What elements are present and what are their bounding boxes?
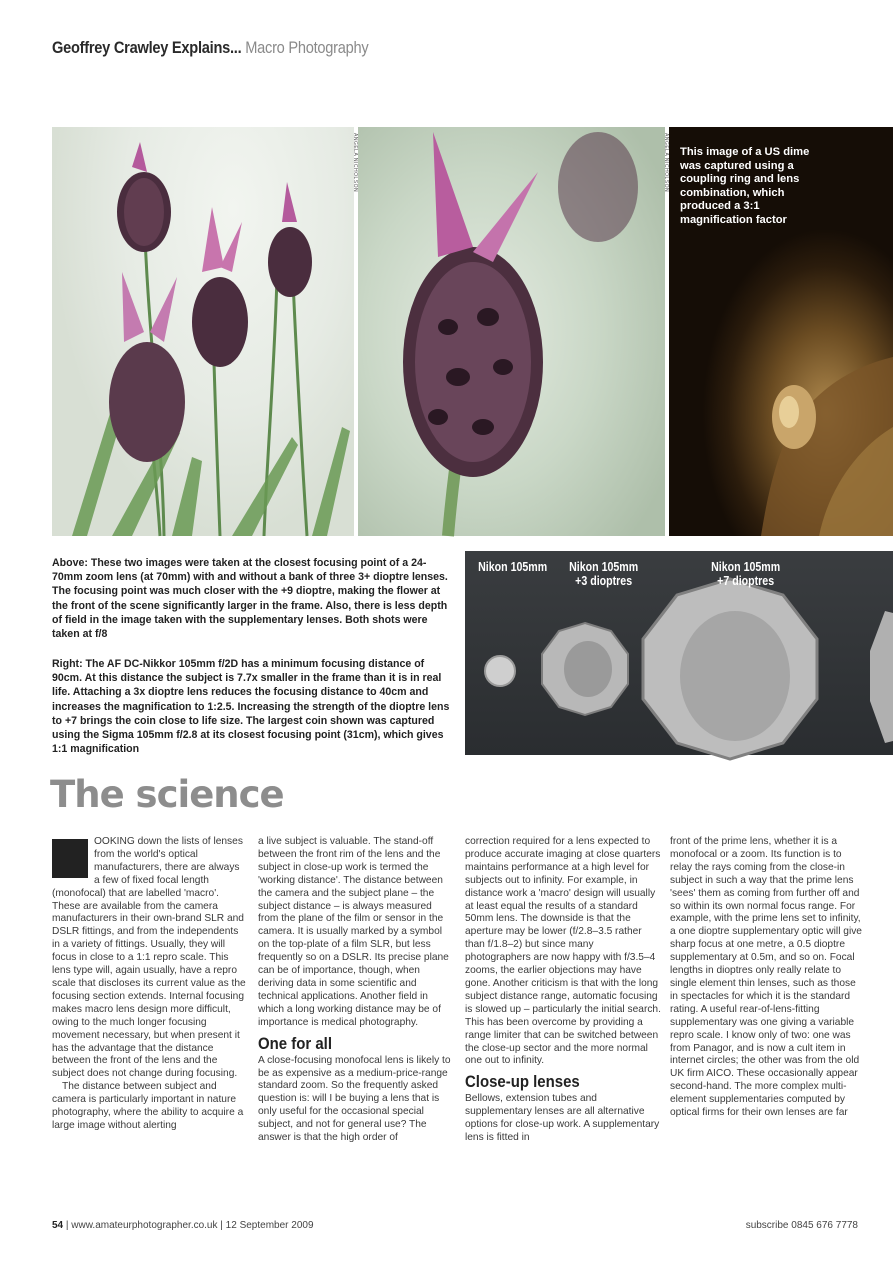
series-title: Geoffrey Crawley Explains... <box>52 38 242 57</box>
lavender-illustration-1 <box>52 127 354 536</box>
lavender-photo-wide <box>52 127 358 536</box>
coin-label-2-line2: +3 dioptres <box>575 574 633 588</box>
lavender-photo-closeup <box>358 127 669 536</box>
col1-paragraph-1: OOKING down the lists of lenses from the world's optical manufacturers, there are always a few of fixed focal length (monofocal) that are labelled 'macro'. These are available from the camera manufacturers in their own-brand SLR and DSLR fittings, and from the independents in a variety of fittings. Usually, they will focus in close to a 1:1 repro scale. This lens type will, again usually, have a repro scale that discloses its current value as the focusing section extends. Internal focusing makes macro lens design more difficult, owing to the much longer focusing movement necessary, but when present it has the advantage that the distance between the front of the lens and the subject does not change during focusing. <box>52 836 246 1080</box>
coin-label-1-line1: Nikon 105mm <box>478 560 548 574</box>
coin-label-1 <box>478 560 547 574</box>
drop-cap: L <box>52 839 88 878</box>
caption-above: Above: These two images were taken at the closest focusing point of a 24-70mm zoom lens (at 70mm) with and without a bank of three 3+ dioptre lenses. The focusing point was much closer with the +9 dioptre, making the flower at the front of the scene significantly larger in the frame. Also, there is less depth of field in the image taken with the supplementary lenses. Both shots were taken at f/8 <box>52 557 448 641</box>
col2-paragraph-1: a live subject is valuable. The stand-off between the front rim of the lens and the subject in close-up work is termed the 'working distance'. The distance between the camera and the subject plane – the subject distance – is always measured from the plane of the film or sensor in the camera. It is usually marked by a symbol on the top-plate of a film SLR, but less frequently so on a DSLR. Its precise plane can be of importance, though, when deriving data in some scientific and technical applications. Another field in which a long working distance may be of importance is medical photography. <box>258 836 449 1028</box>
photo-credit-2: ANGELA NICHOLSON <box>663 133 669 193</box>
col3-paragraph-1: correction required for a lens expected to produce accurate imaging at close quarters maintains performance at a high level for subjects out to infinity. For example, in distance work a 'macro' design will usually at least equal the results of a standard 50mm lens. The downside is that the aperture may be lower (f/2.8–3.5 rather than f/1.8–2) but since many photographers are now happy with f/3.5–4 zooms, the earlier objections may have gone. Another criticism is that with the long subject distance range, automatic focusing is slowed up – particularly the initial search. This has been overcome by providing a range limiter that can be switched between the close-up sector and the more normal one out to infinity. <box>465 836 661 1067</box>
article-column-4 <box>670 836 866 1120</box>
article-column-1 <box>52 836 248 1133</box>
caption-right: Right: The AF DC-Nikkor 105mm f/2D has a minimum focusing distance of 90cm. At this distance the subject is 7.7x smaller in the frame than it is in real life. Attaching a 3x dioptre lens reduces the focusing distance to 40cm and increases the magnification to 1:2.5. Increasing the strength of the dioptre lens to +7 brings the coin close to life size. The largest coin shown was captured using the Sigma 105mm f/2.8 at its closest focusing point (31cm), which gives 1:1 magnification <box>52 658 450 756</box>
page-number: 54 <box>52 1220 64 1231</box>
col2-paragraph-2: A close-focusing monofocal lens is likely to be as expensive as a medium-price-range standard zoom. So the frequently asked question is: will I be buying a lens that is only useful for the occasional special subject, and not for general use? The answer is that the high order of <box>258 1054 451 1144</box>
coin-label-2-line1: Nikon 105mm <box>569 560 639 574</box>
page-header <box>52 38 368 58</box>
footer-separator-2: | <box>220 1220 223 1231</box>
coin-label-3-line1: Nikon 105mm <box>711 560 781 574</box>
col1-paragraph-2: The distance between subject and camera is particularly important in nature photography, where the ability to acquire a large image without alerting <box>52 1081 244 1131</box>
coins-photo <box>465 551 893 755</box>
photo-credit-1: ANGELA NICHOLSON <box>352 133 358 193</box>
coins-illustration <box>465 551 893 755</box>
footer-date: 12 September 2009 <box>225 1220 314 1231</box>
section-title: The science <box>50 773 284 816</box>
topic-title: Macro Photography <box>245 38 369 57</box>
heading-one-for-all: One for all <box>258 1033 332 1053</box>
col3-paragraph-2: Bellows, extension tubes and supplementary lenses are all alternative options for close-up work. A supplementary lens is fitted in <box>465 1093 660 1144</box>
dime-caption: This image of a US dime was captured using a coupling ring and lens combination, which produced a 3:1 magnification factor <box>680 146 810 226</box>
lavender-illustration-2 <box>358 127 665 536</box>
coin-label-3-line2: +7 dioptres <box>717 574 775 588</box>
page-footer-left <box>52 1220 314 1231</box>
col4-paragraph-1: front of the prime lens, whether it is a monofocal or a zoom. Its function is to relay the rays coming from the close-in subject in such a way that the prime lens 'sees' them as coming from further off and so within its own normal focus range. For example, with the prime lens set to infinity, a one dioptre supplementary optic will give sharp focus at one metre, a 0.5 dioptre supplementary at 0.5m, and so on. Focal lengths in dioptres only really relate to single element thin lenses, such as those in spectacles for which it is the standard rating. A useful rear-of-lens-fitting supplementary was one giving a variable repro scale. I know only of two: one was from Panagor, and is now a cult item in internet circles; the other was from the old UK firm AICO. These occasionally appear second-hand. The more complex multi-element supplementaries computed by optical firms for their own lenses are far <box>670 836 862 1119</box>
article-column-2 <box>258 836 454 1145</box>
coin-label-2 <box>569 560 638 588</box>
footer-website-link[interactable]: www.amateurphotographer.co.uk <box>71 1220 218 1231</box>
article-column-3 <box>465 836 661 1145</box>
footer-subscribe: subscribe 0845 676 7778 <box>745 1220 858 1231</box>
footer-separator-1: | <box>65 1220 69 1231</box>
coin-label-3 <box>711 560 780 588</box>
heading-close-up-lenses: Close-up lenses <box>465 1072 580 1092</box>
